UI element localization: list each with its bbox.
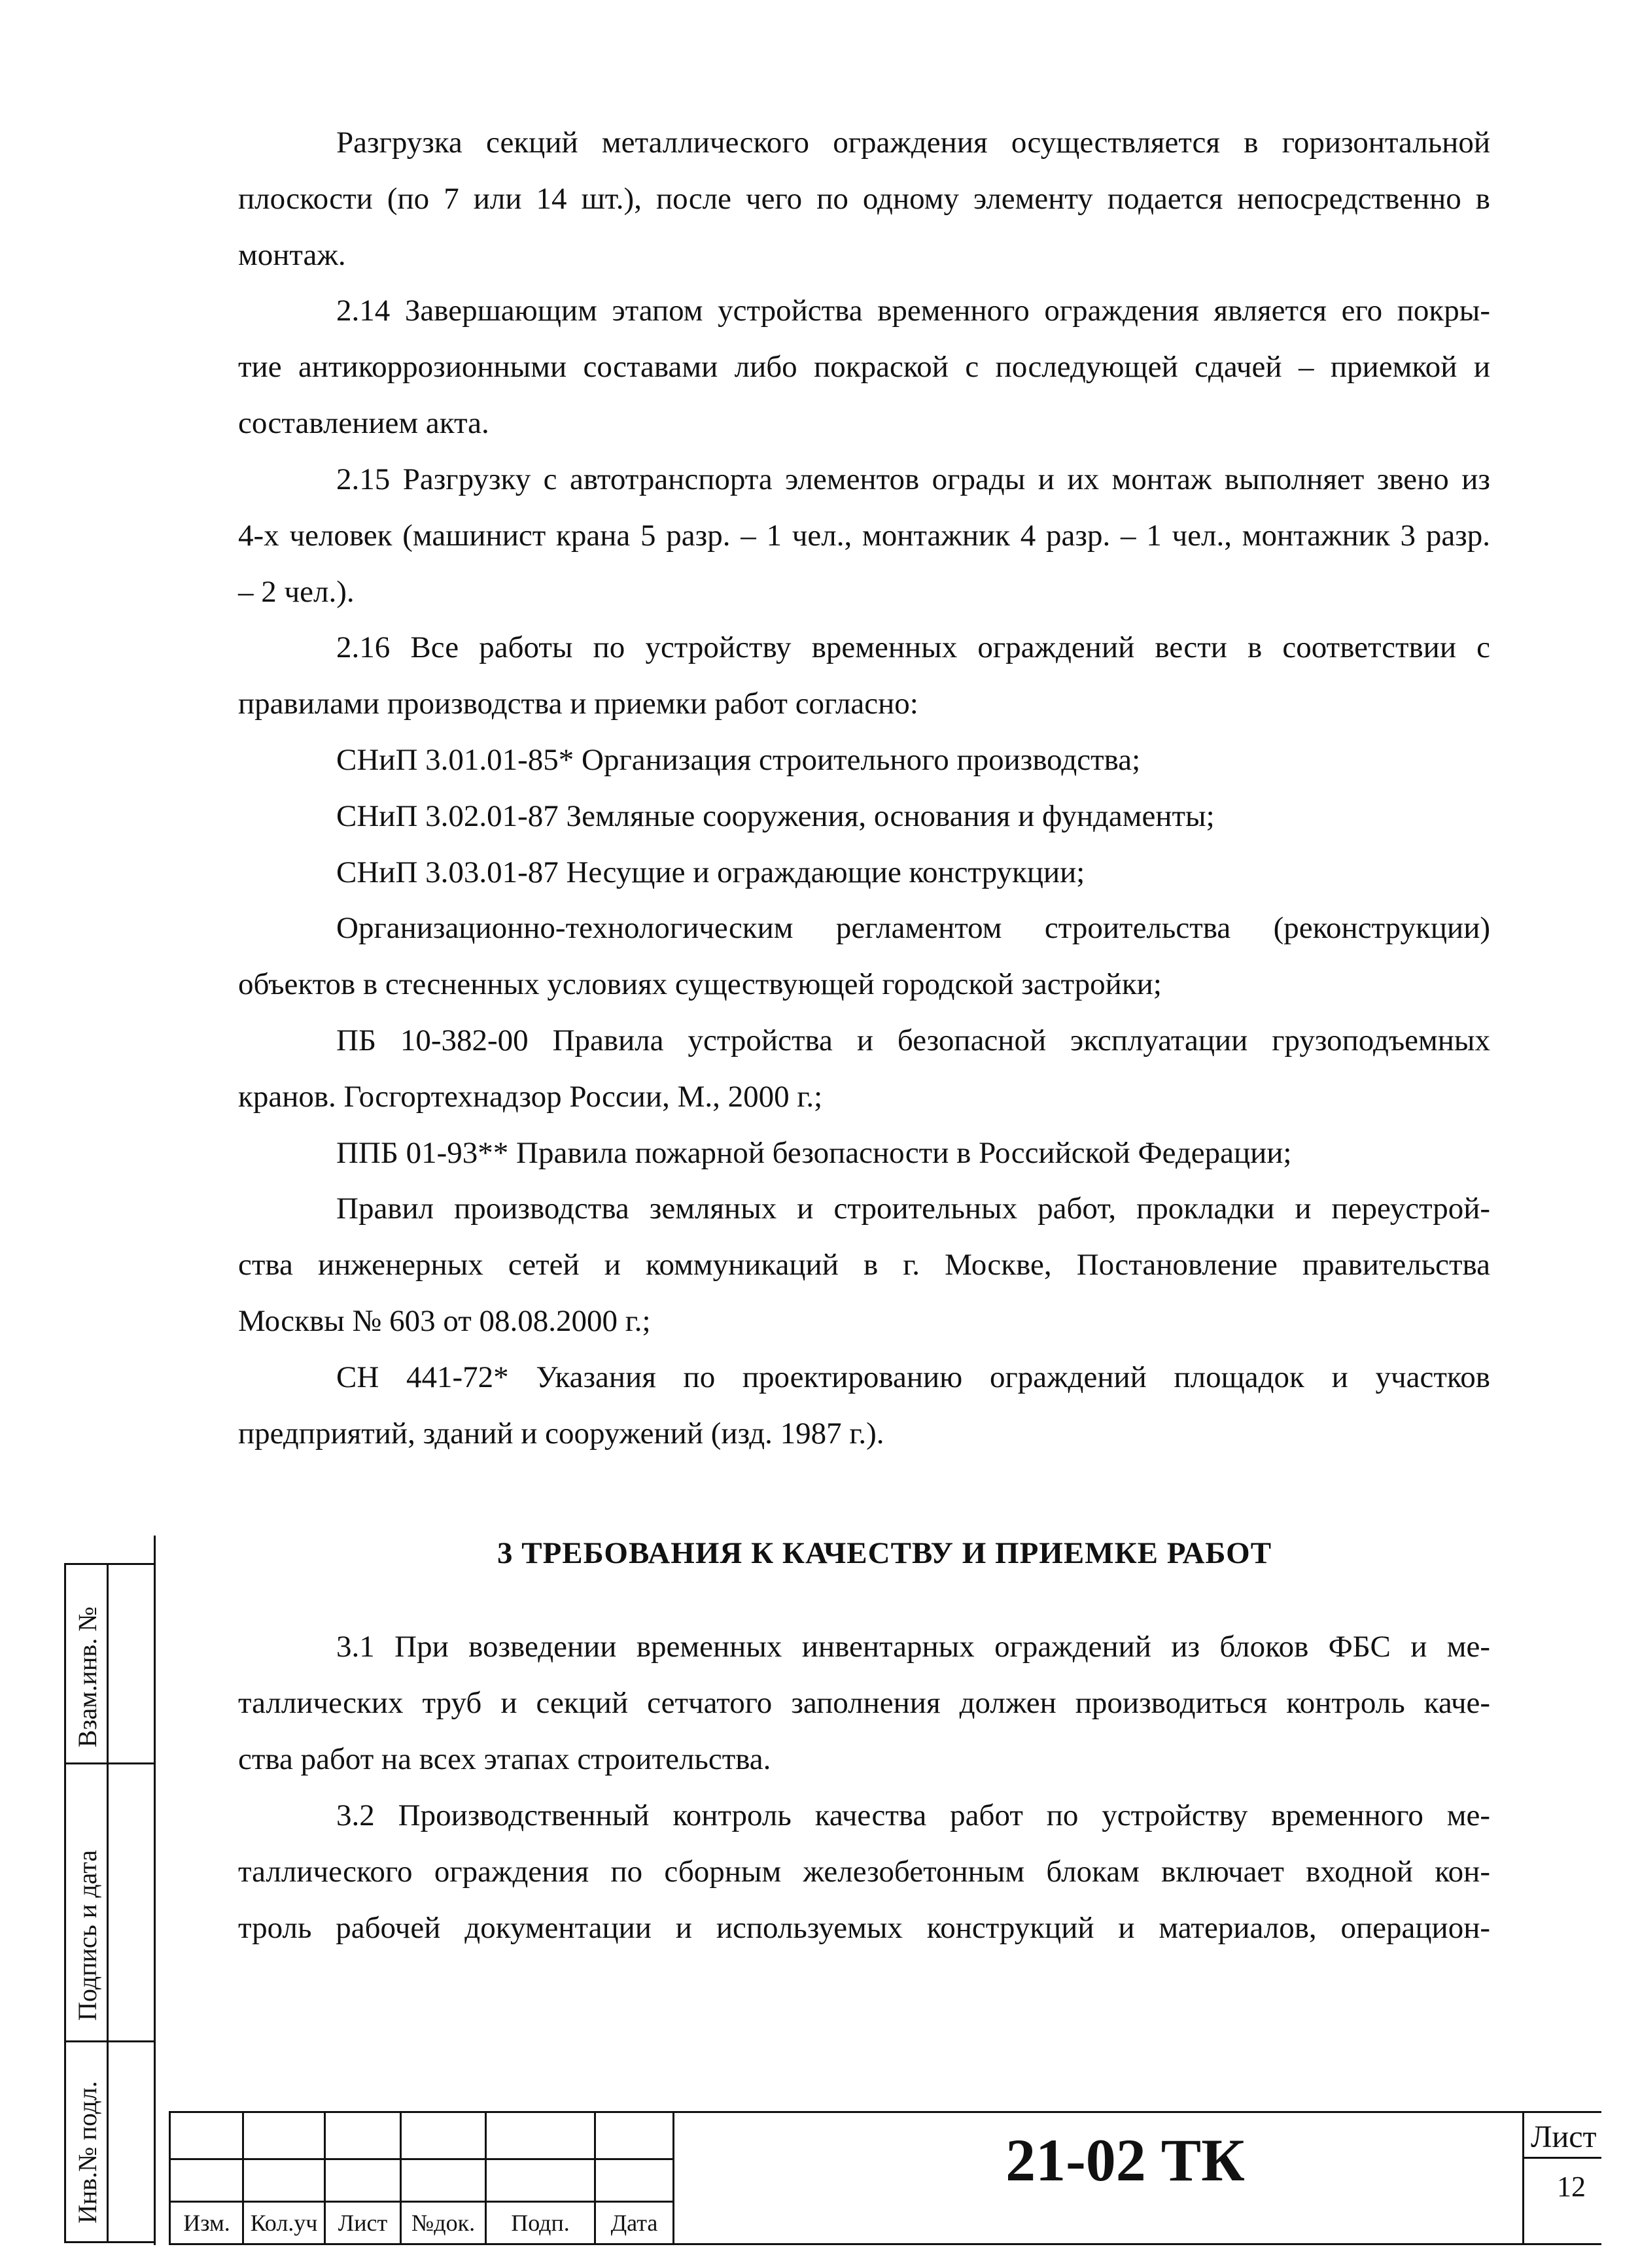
text-line: 2.14 Завершающим этапом устройства временного ограждения является его покры- [336, 294, 1490, 328]
text-line: составлением акта. [238, 406, 489, 440]
tb-label-data: Дата [610, 2210, 658, 2236]
text-line: кранов. Госгортехнадзор России, М., 2000 г.; [238, 1080, 823, 1114]
text-line: 3.1 При возведении временных инвентарных ограждений из блоков ФБС и ме- [336, 1630, 1490, 1664]
norm-item: СНиП 3.01.01-85* Организация строительного производства; [336, 743, 1141, 777]
stamp-line [64, 1762, 156, 1764]
text-line: плоскости (по 7 или 14 шт.), после чего по одному элементу подается непосредственно в [238, 182, 1490, 216]
text-line: 2.16 Все работы по устройству временных ограждений вести в соответствии с [336, 630, 1490, 664]
tb-col-line [169, 2111, 171, 2245]
text-line: Москвы № 603 от 08.08.2000 г.; [238, 1304, 651, 1338]
text-line: таллических труб и секций сетчатого заполнения должен производиться контроль каче- [238, 1686, 1490, 1720]
text-line: троль рабочей документации и используемых конструкций и материалов, операцион- [238, 1911, 1490, 1945]
norm-item: СНиП 3.03.01-87 Несущие и ограждающие конструкции; [336, 855, 1085, 889]
tb-label-podp: Подп. [511, 2210, 570, 2236]
text-line: 2.15 Разгрузку с автотранспорта элементов ограды и их монтаж выполняет звено из [336, 462, 1490, 496]
text-line: правилами производства и приемки работ согласно: [238, 687, 918, 721]
text-line: ПБ 10-382-00 Правила устройства и безопасной эксплуатации грузоподъемных [336, 1023, 1490, 1057]
text-line: предприятий, зданий и сооружений (изд. 1987 г.). [238, 1417, 884, 1451]
stamp-line [64, 2241, 156, 2243]
document-code: 21-02 ТК [1005, 2127, 1245, 2193]
tb-sheet-line [1522, 2157, 1601, 2159]
text-line: таллического ограждения по сборным железобетонным блокам включает входной кон- [238, 1855, 1490, 1889]
text-line: Правил производства земляных и строительных работ, прокладки и переустрой- [336, 1192, 1490, 1226]
side-label-sign-date: Подпись и дата [73, 1849, 102, 2021]
text-line: ства работ на всех этапах строительства. [238, 1742, 771, 1776]
sheet-number: 12 [1557, 2171, 1586, 2203]
text-line: ППБ 01-93** Правила пожарной безопасности в Российской Федерации; [336, 1136, 1292, 1170]
section-heading: 3 ТРЕБОВАНИЯ К КАЧЕСТВУ И ПРИЕМКЕ РАБОТ [497, 1536, 1272, 1570]
tb-col-line [1522, 2111, 1524, 2245]
sheet-label: Лист [1531, 2120, 1597, 2154]
stamp-border-left [64, 1563, 66, 2243]
text-line: Разгрузка секций металлического ограждения осуществляется в горизонтальной [336, 126, 1490, 160]
tb-label-kol-uch: Кол.уч [250, 2210, 318, 2236]
text-line: СН 441-72* Указания по проектированию ограждений площадок и участков [336, 1360, 1490, 1394]
text-line: тие антикоррозионными составами либо покраской с последующей сдачей – приемкой и [238, 350, 1490, 384]
text-line: ства инженерных сетей и коммуникаций в г. Москве, Постановление правительства [238, 1248, 1490, 1282]
side-label-inv-sub: Взам.инв. № [73, 1606, 102, 1747]
tb-col-line [672, 2111, 674, 2245]
tb-row-line [169, 2201, 672, 2203]
stamp-divider [107, 1563, 109, 2243]
text-line: монтаж. [238, 238, 346, 272]
tb-label-list: Лист [338, 2210, 388, 2236]
tb-label-izm: Изм. [183, 2210, 230, 2236]
text-line: Организационно-технологическим регламентом строительства (реконструкции) [336, 911, 1490, 945]
side-label-inv-orig: Инв.№ подл. [73, 2081, 102, 2224]
stamp-line [64, 2040, 156, 2042]
text-line: 3.2 Производственный контроль качества работ по устройству временного ме- [336, 1798, 1490, 1832]
tb-bottom-line [169, 2243, 1601, 2245]
norm-item: СНиП 3.02.01-87 Земляные сооружения, основания и фундаменты; [336, 799, 1215, 833]
text-line: объектов в стесненных условиях существующей городской застройки; [238, 967, 1162, 1001]
tb-row-line [169, 2158, 672, 2160]
text-line: 4-х человек (машинист крана 5 разр. – 1 чел., монтажник 4 разр. – 1 чел., монтажник 3 разр. [238, 519, 1490, 553]
stamp-line [64, 1563, 156, 1565]
stamp-border-right [154, 1536, 156, 2245]
tb-label-n-dok: №док. [411, 2210, 476, 2236]
text-line: – 2 чел.). [238, 575, 355, 609]
tb-top-line [169, 2111, 1601, 2113]
